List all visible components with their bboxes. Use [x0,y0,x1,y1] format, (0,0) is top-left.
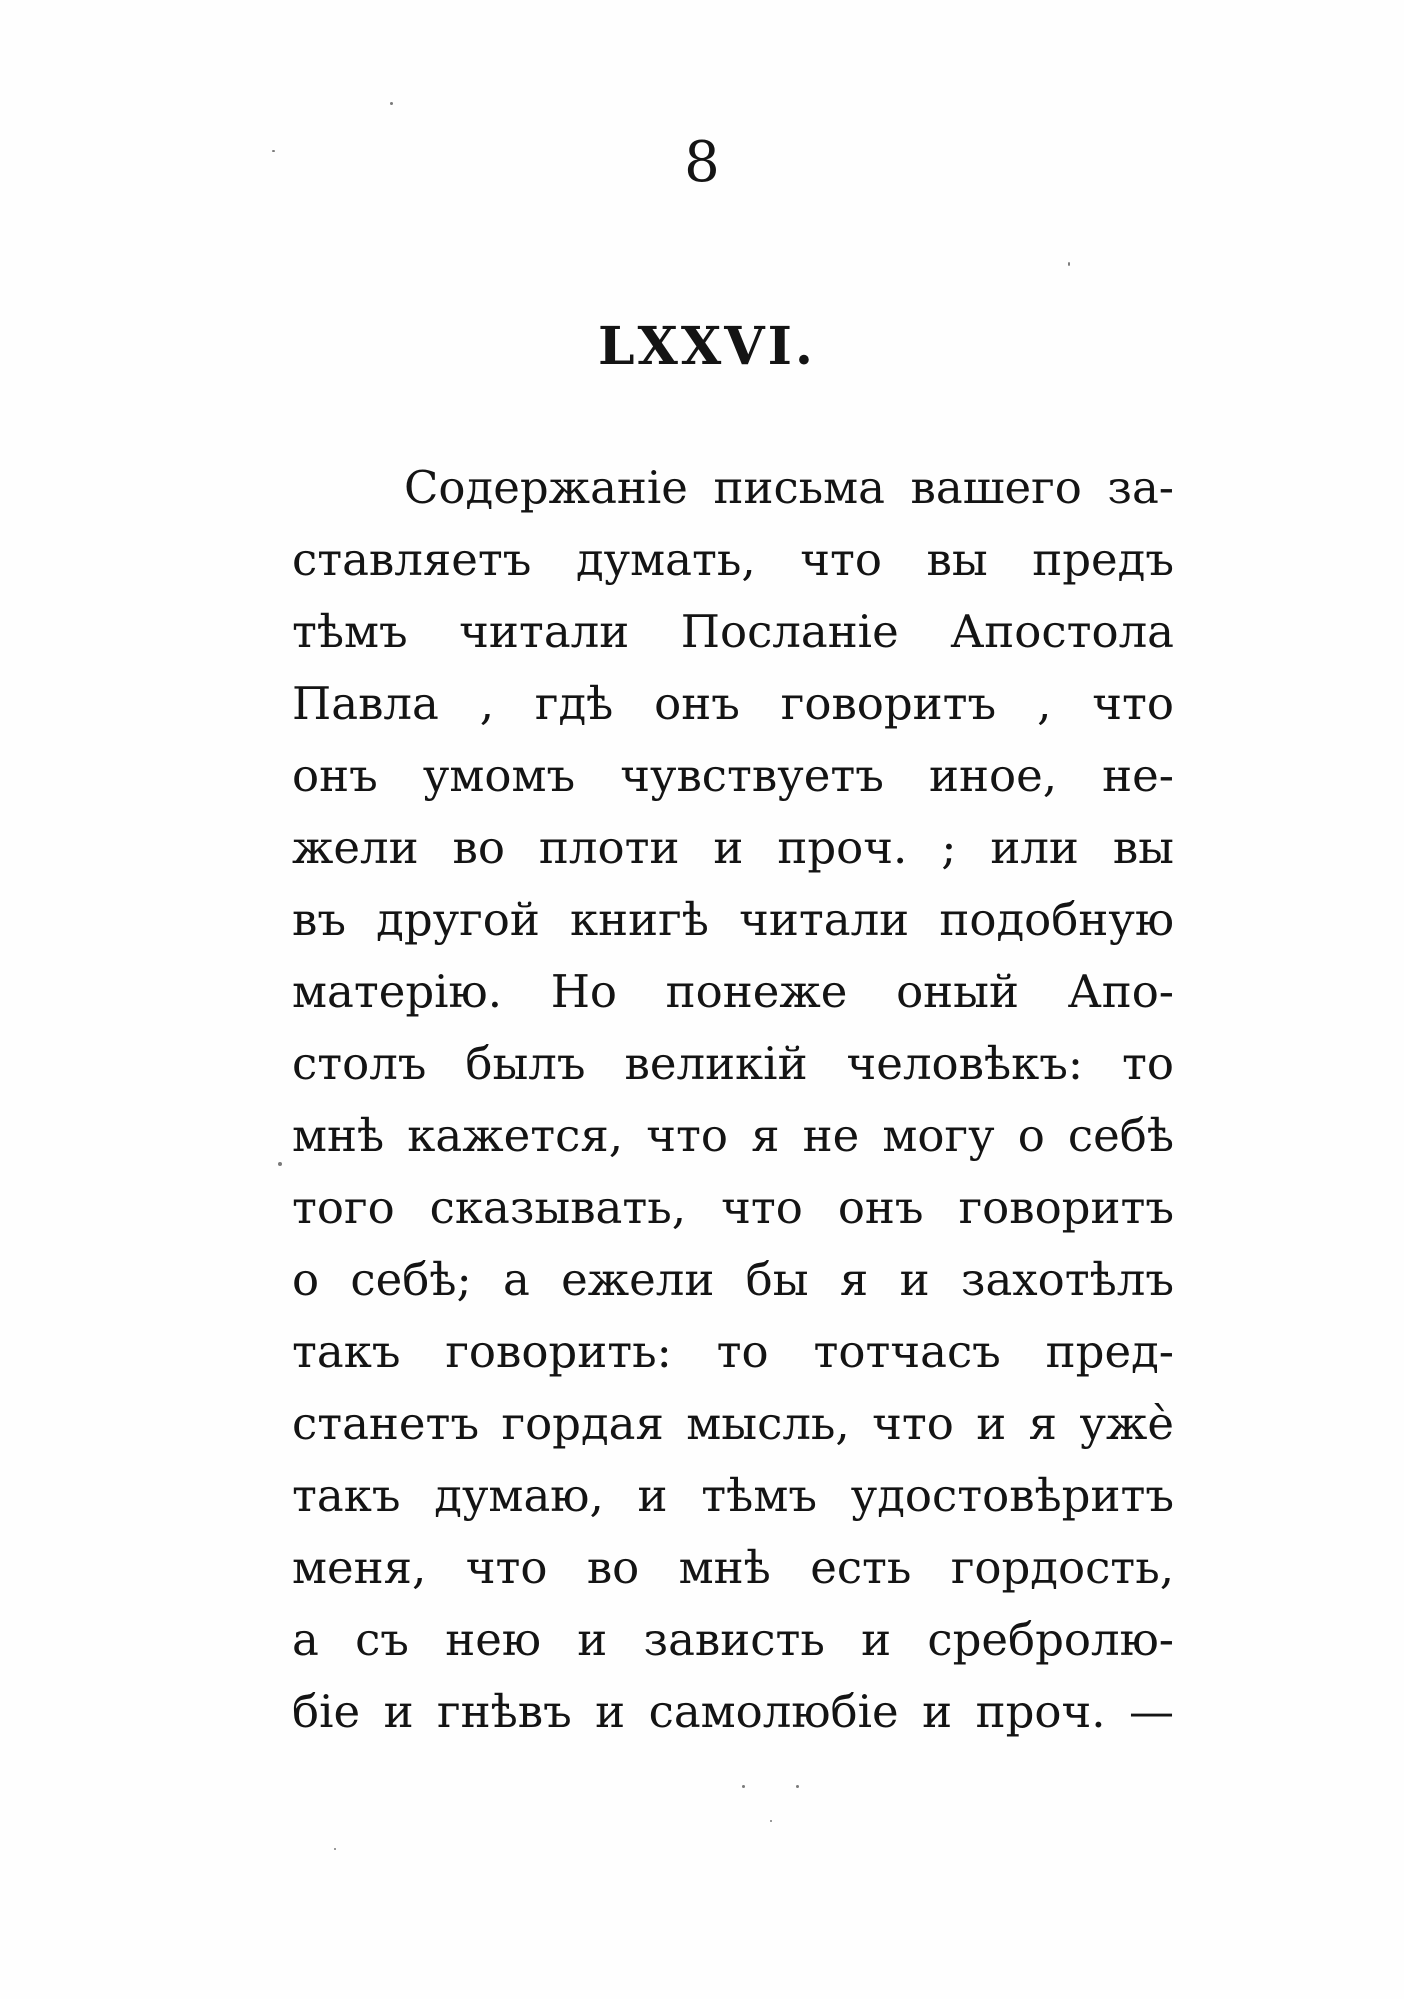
text-line: въ другой книгѣ читали подобную [292,893,1174,946]
text-line: о себѣ; а ежели бы я и захотѣлъ [292,1253,1174,1306]
scan-speck [1068,262,1070,266]
text-line: жели во плоти и проч. ; или вы [292,821,1174,874]
text-line: того сказывать, что онъ говоритъ [292,1181,1174,1234]
text-line: матерію. Но понеже оный Апо- [292,965,1174,1018]
text-line: Содержаніе письма вашего за- [404,461,1174,514]
text-line: станетъ гордая мысль, что и я ужѐ [292,1397,1174,1450]
section-heading: LXXVI. [597,316,817,377]
scan-speck [770,1820,772,1822]
text-line: такъ думаю, и тѣмъ удостовѣритъ [292,1469,1174,1522]
letter-body-text [292,452,1174,1748]
text-line: ставляетъ думать, что вы предъ [292,533,1174,586]
text-line: столъ былъ великій человѣкъ: то [292,1037,1174,1090]
scan-speck [278,1162,282,1166]
text-line: а съ нею и зависть и сребролю- [292,1613,1174,1666]
scan-speck [272,150,275,152]
text-line: мнѣ кажется, что я не могу о себѣ [292,1109,1174,1162]
scan-speck [742,1785,745,1788]
text-line: меня, что во мнѣ есть гордость, [292,1541,1174,1594]
page-number: 8 [684,130,720,195]
scan-speck [390,102,393,105]
scan-speck [796,1785,799,1788]
text-line: тѣмъ читали Посланіе Апостола [292,605,1174,658]
text-line: біе и гнѣвъ и самолюбіе и проч. — [292,1685,1174,1738]
text-line: Павла , гдѣ онъ говоритъ , что [292,677,1174,730]
text-line: такъ говорить: то тотчасъ пред- [292,1325,1174,1378]
text-line: онъ умомъ чувствуетъ иное, не- [292,749,1174,802]
scan-speck [334,1848,336,1850]
